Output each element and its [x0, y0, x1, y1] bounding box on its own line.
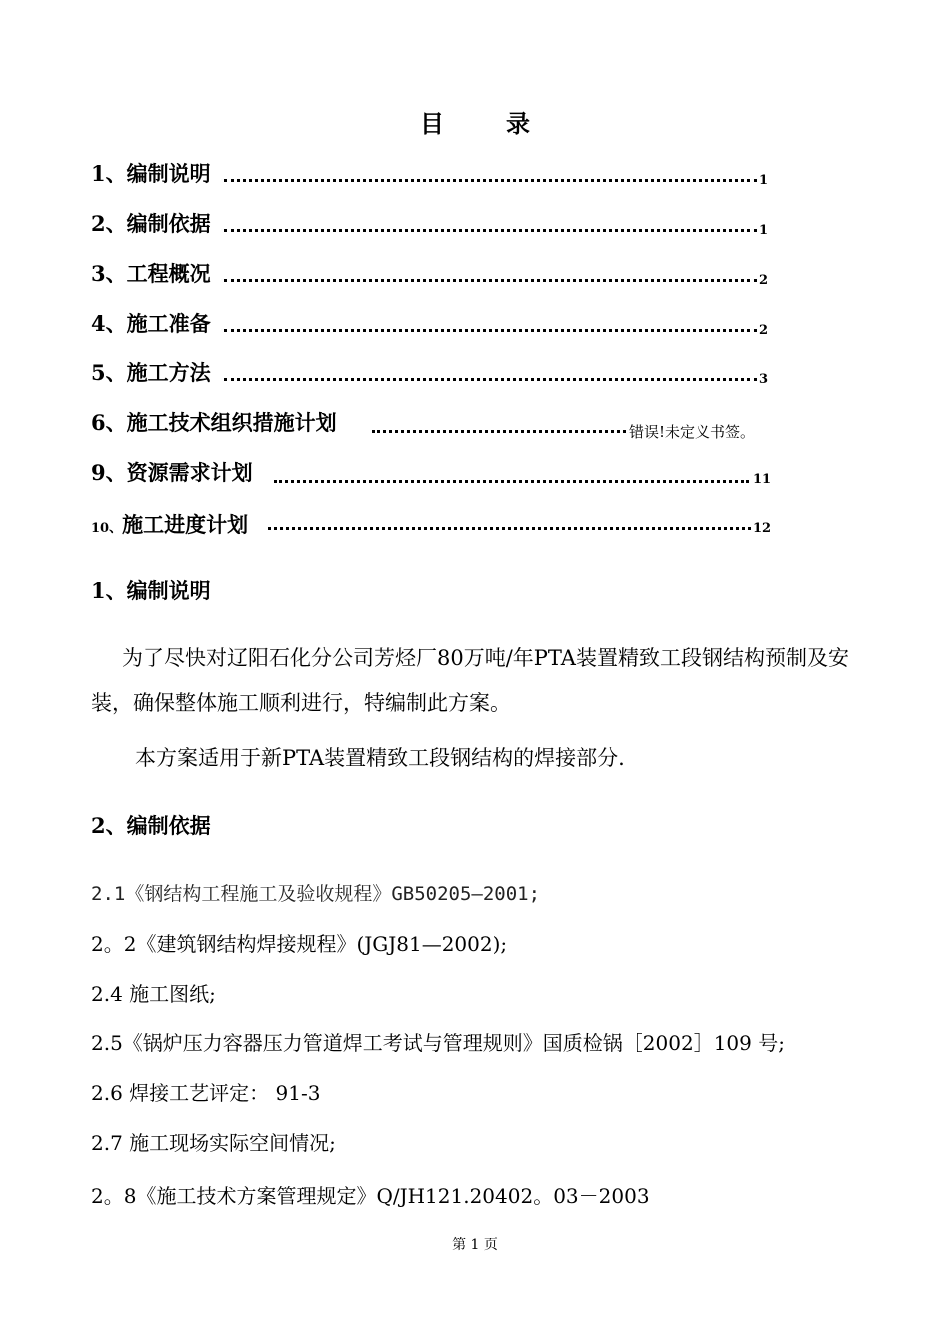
- reference-item: 2.1《钢结构工程施工及验收规程》GB50205—2001;: [91, 883, 541, 905]
- toc-entry-number: 6: [91, 410, 106, 435]
- reference-item: 2。8《施工技术方案管理规定》Q/JH121.20402。03－2003: [91, 1184, 650, 1208]
- toc-entry-number: 4: [91, 311, 106, 336]
- toc-title-char-1: 目: [420, 109, 444, 138]
- reference-item: 2.5《锅炉压力容器压力管道焊工考试与管理规则》国质检锅［2002］109 号;: [91, 1031, 785, 1055]
- toc-leader-dots: [268, 527, 751, 530]
- toc-title: [0, 104, 950, 139]
- toc-entry[interactable]: 2、编制依据 1: [91, 211, 769, 238]
- reference-item: 2.7 施工现场实际空间情况;: [91, 1131, 336, 1155]
- toc-entry-page: 1: [759, 173, 769, 188]
- toc-entry-page: 11: [753, 472, 772, 487]
- toc-entry-number: 5: [91, 360, 106, 385]
- paragraph: 本方案适用于新PTA装置精致工段钢结构的焊接部分.: [135, 746, 625, 770]
- toc-entry-number: 3: [91, 261, 106, 286]
- toc-entry-label: 编制说明: [126, 161, 211, 186]
- toc-entry-number: 10: [91, 521, 110, 536]
- toc-entry-page: 12: [753, 521, 772, 536]
- toc-leader-dots: [274, 480, 749, 483]
- toc-entry[interactable]: 4、施工准备 2: [91, 311, 769, 338]
- toc-entry[interactable]: 6、施工技术组织措施计划 错误!未定义书签。: [91, 410, 756, 441]
- section-heading: 1、编制说明: [91, 578, 211, 603]
- toc-entry-label: 施工进度计划: [122, 512, 249, 537]
- toc-entry[interactable]: 10、施工进度计划 12: [91, 512, 772, 537]
- reference-item: 2.6 焊接工艺评定： 91-3: [91, 1081, 321, 1105]
- toc-entry-number: 9: [91, 460, 106, 485]
- toc-entry-label: 施工技术组织措施计划: [126, 410, 337, 435]
- toc-leader-dots: [224, 378, 757, 381]
- toc-title-char-2: 录: [506, 109, 530, 138]
- toc-entry-label: 资源需求计划: [126, 460, 253, 485]
- toc-entry[interactable]: 3、工程概况 2: [91, 261, 769, 288]
- toc-entry-page: 2: [759, 323, 769, 338]
- toc-leader-dots: [224, 329, 757, 332]
- toc-entry[interactable]: 9、资源需求计划 11: [91, 460, 772, 487]
- toc-entry-number: 2: [91, 211, 106, 236]
- section-heading: 2、编制依据: [91, 813, 211, 838]
- toc-leader-dots: [224, 229, 757, 232]
- toc-entry-page: 3: [759, 372, 769, 387]
- toc-leader-dots: [224, 179, 757, 182]
- toc-leader-dots: [224, 279, 757, 282]
- toc-entry[interactable]: 5、施工方法 3: [91, 360, 769, 387]
- toc-entry-label: 编制依据: [126, 211, 211, 236]
- reference-item: 2。2《建筑钢结构焊接规程》(JGJ81—2002);: [91, 932, 508, 956]
- toc-entry[interactable]: 1、编制说明 1: [91, 161, 769, 188]
- reference-item: 2.4 施工图纸;: [91, 982, 216, 1006]
- page-number-footer: 第 1 页: [452, 1237, 498, 1253]
- toc-entry-label: 施工方法: [126, 360, 211, 385]
- toc-entry-page-error: 错误!未定义书签。: [629, 423, 756, 441]
- paragraph: 为了尽快对辽阳石化分公司芳烃厂80万吨/年PTA装置精致工段钢结构预制及安装，确保整体施工顺利进行，特编制此方案。: [91, 646, 849, 715]
- toc-entry-page: 1: [759, 223, 769, 238]
- toc-entry-label: 工程概况: [126, 261, 211, 286]
- toc-entry-label: 施工准备: [126, 311, 211, 336]
- toc-leader-dots: [372, 430, 626, 433]
- toc-entry-page: 2: [759, 273, 769, 288]
- toc-entry-number: 1: [91, 161, 106, 186]
